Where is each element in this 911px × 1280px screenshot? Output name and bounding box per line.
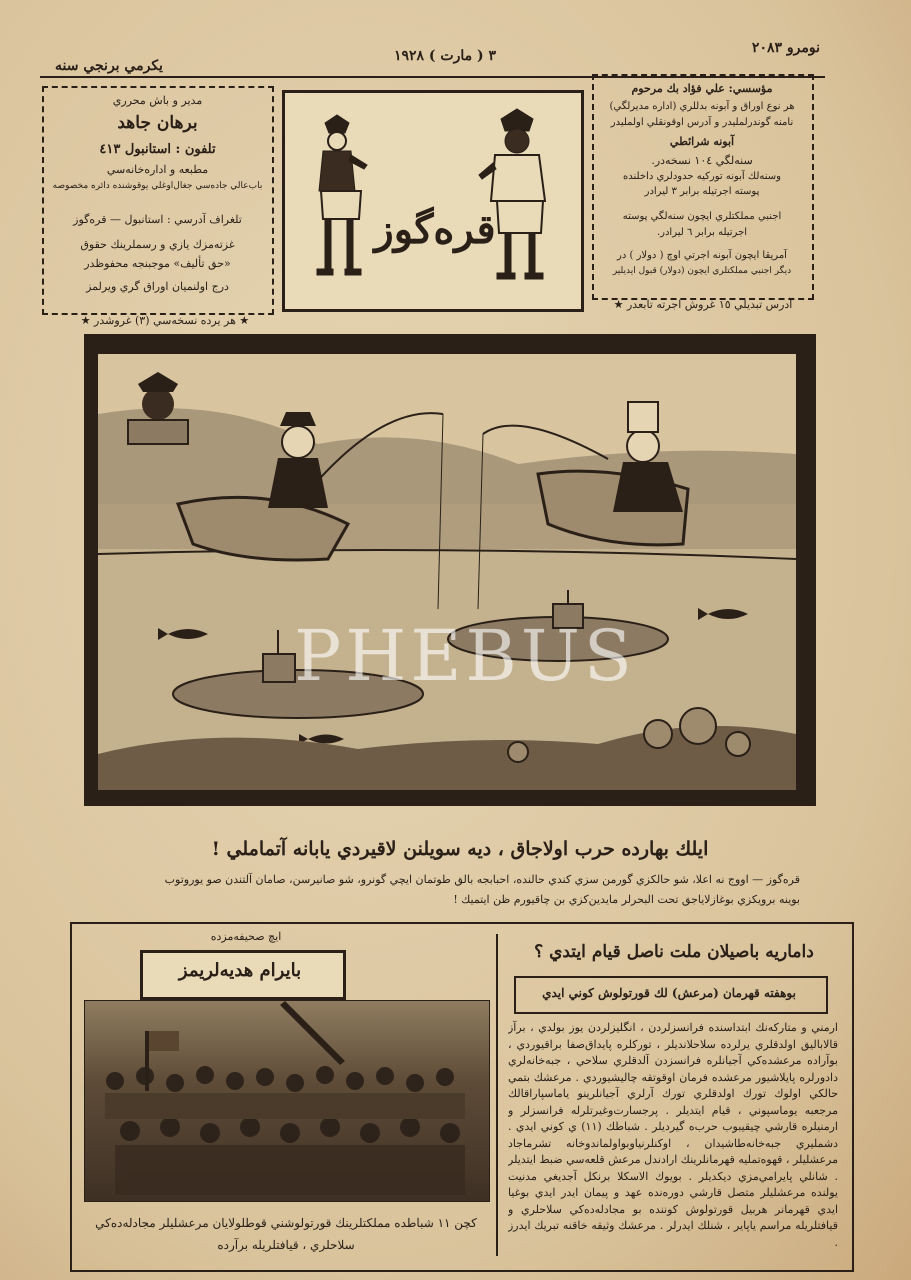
peeking-karagoz: [128, 372, 188, 444]
holiday-gifts-title: بايرام هديه‌لريمز: [178, 960, 302, 981]
karagoz-logo-box: [282, 90, 584, 312]
fishing-cartoon-illustration: [98, 354, 796, 790]
copyright-line-1: غزته‌مزك يازي و رسملرينك حقوق: [80, 238, 235, 251]
subscription-heading: آبونه شرائطي: [669, 135, 735, 148]
publication-year: يكرمي برنجي سنه: [55, 58, 163, 74]
printing-house: مطبعه و اداره‌خانه‌سي: [106, 163, 209, 176]
photo-caption-2: سلاحلري ، قيافتلريله برآرده: [217, 1238, 355, 1252]
cartoon-caption-2: بوينه برويكزي بوغازلاياجق تحت البحرلر مايدين‌كزي بن چاقيورم ظن ايتميك !: [453, 893, 800, 906]
dollar-notice: ديگر اجنبي مملکتلري ايچون (دولار) قبول ايديلير: [612, 266, 792, 276]
issues-per-year: سنه‌لگي ١٠٤ نسخه‌در.: [651, 154, 753, 167]
bottom-divider: [496, 934, 498, 1256]
marash-fighters-photo: [84, 1000, 490, 1202]
domestic-subscription-1: وسنه‌لك آبونه تورکيه حدودلري داخلنده: [623, 171, 781, 182]
karagoz-figures-illustration: [285, 93, 581, 309]
issue-date: ٣ ( مارت ) ١٩٢٨: [393, 48, 497, 64]
phebus-watermark: PHEBUS: [294, 615, 636, 697]
address: باب‌عالي جاده‌سي جغال‌اوغلي يوقوشنده دائره مخصوصه: [52, 181, 263, 191]
telegraph-address: تلغراف آدرسي : استانبول — قره‌گوز: [73, 213, 242, 226]
photo-caption-1: كچن ١١ شباطده مملکتلرينك قورتولوشني قوطلولايان مرعشليلر مجادله‌ده‌كي: [95, 1216, 477, 1230]
article-headline: داماريه باصيلان ملت ناصل قيام ايتدي ؟: [534, 942, 814, 962]
price-notice: ★ هر يرده نسخه‌سي (٣) غروشدر ★: [80, 314, 250, 327]
domestic-subscription-2: پوسته اجرتيله برابر ٣ ليرادر: [644, 186, 760, 197]
manuscript-notice: درج اولنميان اوراق گري ويرلمز: [86, 280, 229, 293]
cartoon-caption-1: قره‌گوز — اووج نه اعلا، شو حالكزي گورمن سزي كندي حالنده، احبابجه بالق طوتمان ايچي گونرو، شو صانيرسن، صامان آلتندن صو يوروتوب: [164, 873, 800, 886]
cartoon-headline: ايلك بهارده حرب اولاجاق ، ديه سويلنن لاقيردي يابانه آتماملي !: [211, 838, 709, 860]
foreign-subscription-1: اجنبي مملکتلري ايچون سنه‌لگي پوسته: [622, 211, 782, 222]
america-subscription: آمريقا ايچون آبونه اجرتي اوچ ( دولار ) در: [617, 250, 787, 261]
inside-page-label: ايچ صحيفه‌مزده: [210, 930, 282, 943]
phone-number: تلفون : استانبول ٤١٣: [99, 142, 216, 157]
foreign-subscription-2: اجرتيله برابر ٦ ليرادر.: [656, 227, 748, 238]
address-change-fee: آدرس تبديلي ١٥ غروش اجرته تابعدر ★: [613, 298, 793, 311]
cartoon-inner: [96, 352, 798, 792]
article-subhead: بوهفته قهرمان (مرعش) لك قورتولوش كوني ايدي: [542, 986, 796, 1000]
hacivat-figure: [317, 115, 367, 275]
copyright-line-2: «حق تأليف» موجبنجه محفوظدر: [84, 257, 231, 270]
editor-name: برهان جاهد: [117, 113, 198, 133]
payment-notice-1: هر نوع اوراق و آبونه بدللري (اداره مديرلگي): [609, 101, 795, 112]
payment-notice-2: نامنه گوندرلمليدر و آدرس اوقونقلي اولمليدر: [610, 117, 794, 128]
issue-number: نومرو ٢٠٨٣: [751, 40, 820, 56]
editor-title: مدير و باش محرري: [112, 94, 203, 107]
fighters-group-illustration: [85, 1001, 489, 1201]
founder-line: مؤسسي: علي فؤاد بك مرحوم: [631, 82, 773, 95]
karagoz-title: قره‌گوز: [374, 206, 496, 253]
article-body: ارمني و متاركه‌نك ابتداسنده فرانسزلردن ، انگليزلردن يوز بولدي ، برآز قالاباليق اولدقلري يرلرده سلاحلانديلر ، تورکلره پايداق‌صفا براقيوردي ، بوآراده مرعشده‌کي آجيانلره فرانسزدن آلدقلري سلاحي ، جبه‌خانه‌لري دادورلره پايلاشيور مرعشده فرمان اوقوتقه چاليشيوردي . مرعشك بتمي حالكي اولوك تورك اولدقلري تورك آرلري آجيانلرينو ياماسپاراقالك مرجعبه يوماسپوني ، قيام ايتديلر . پرجسارت‌وغيرتلرله فرانسزلر و ارمنيلره قارشي چيقيبوب حرب‌ه گيرديلر . شباطك (١١) ي كوني ايدي . دشمليري جبه‌خانه‌طاشيدان ، اوكنلرنياوبواولماندوخانه تشرماجاد مرعشليلر ، قهوه‌تمليه قهرمانلرينك ارادندل مرعش قلعه‌سي ضبط ايتديلر . شانلي پايرامي‌مزي ديكديلر . بويوك الاسکلا برنكل آجديغي مدنيت يولنده مرعشليلر متصل قارشي دوره‌نده عهد و پيمان ايدر ايدي بوغيا ايدي قهرمانر هربيل قورتولوش كوننده بو مجادله‌ده‌كي سلاحلري و قيافتلريله مراسم ياپاير ، شنلك ايدرلر . مرعشك وثيقه خاقنه تبريك ايدرز .: [508, 1021, 838, 1249]
